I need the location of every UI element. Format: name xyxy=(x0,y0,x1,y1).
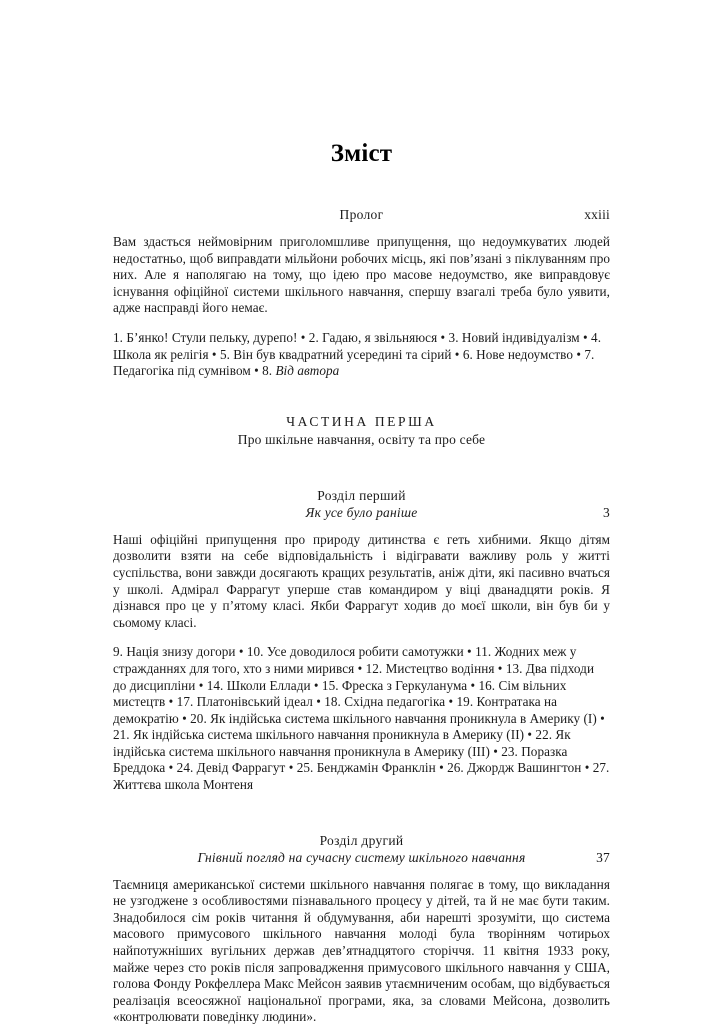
toc-entry-subitems xyxy=(113,644,610,793)
toc-entry-title: Розділ другий xyxy=(319,832,404,848)
part-title: ЧАСТИНА ПЕРША xyxy=(286,413,437,429)
toc-entry-summary: Вам здасться неймовірним приголомшливе припущення, що недоумкуватих людей недостатньо, щоб виправдати мільйони робочих місць, які пов’язані з піклуванням про них. Але я наполягаю на тому, що ідею про масове недоумство, яке виправдовує існування офіційної системи шкільного навчання, спершу взагалі треба було уявити, адже насправді його немає. xyxy=(113,234,610,316)
toc-entry-subtitle: Як усе було раніше xyxy=(305,504,418,520)
toc-entry-chapter-two-heading[interactable] xyxy=(113,832,610,866)
toc-entry-title: Пролог xyxy=(339,207,384,222)
page-title: Зміст xyxy=(330,140,393,167)
toc-subitems-italic-tail: Від автора xyxy=(275,363,340,379)
toc-entry-page-number: 3 xyxy=(603,504,610,520)
part-subtitle: Про шкільне навчання, освіту та про себе xyxy=(237,431,486,447)
part-divider xyxy=(113,413,610,449)
text-column xyxy=(113,0,610,1026)
toc-entry-chapter-one-heading[interactable] xyxy=(113,487,610,521)
toc-entry-summary: Таємниця американської системи шкільного навчання полягає в тому, що викладання не узгоджене з особливостями пізнавального процесу у дітей, та й не має бути таким. Знадобилося сім років читання й обдумування, аби нарешті зрозуміти, що система масового примусового шкільного навчання молоді була творінням чотирьох найпотужніших вугільних держав дев’ятнадцятого сторіччя. 11 квітня 1933 року, майже через сто років після запровадження примусового шкільного навчання у США, голова Фонду Рокфеллера Макс Мейсон заявив утаємниченим особам, що відбувається реалізація всеосяжної національної програми, яка, за словами Мейсона, дозволить «контролювати поведінку людини». xyxy=(113,876,610,1025)
toc-subitems-text: 9. Нація знизу догори • 10. Усе доводилося робити самотужки • 11. Жодних меж у стражданнях для того, хто з ними мирився • 12. Мистецтво водіння • 13. Два підходи до дисципліни • 14. Школи Еллади • 15. Фреска з Геркуланума • 16. Сім вільних мистецтв • 17. Платонівський ідеал • 18. Східна педагогіка • 19. Контратака на демократію • 20. Як індійська система шкільного навчання проникнула в Америку (I) • 21. Як індійська система шкільного навчання проникнула в Америку (II) • 22. Як індійська система шкільного навчання проникнула в Америку (III) • 23. Поразка Бреддока • 24. Девід Фаррагут • 25. Бенджамін Франклін • 26. Джордж Вашингтон • 27. Життєва школа Монтеня xyxy=(113,644,610,793)
toc-entry-subitems xyxy=(113,330,610,380)
toc-entry-subtitle: Гнівний погляд на сучасну систему шкільного навчання xyxy=(197,849,526,865)
toc-entry-title: Розділ перший xyxy=(317,487,406,503)
toc-entry-page-number: 37 xyxy=(596,849,610,865)
toc-entry-page-number: xxiii xyxy=(584,207,610,222)
toc-subitems-text: 1. Б’янко! Стули пельку, дурепо! • 2. Гадаю, я звільняюся • 3. Новий індивідуалізм • 4. Школа як релігія • 5. Він був квадратний усередині та сірий • 6. Нове недоумство • 7. Педагогіка під сумнівом • 8. xyxy=(113,329,602,379)
toc-entry-prologue-heading[interactable] xyxy=(113,206,610,223)
toc-entry-summary: Наші офіційні припущення про природу дитинства є геть хибними. Якщо дітям дозволити взяти на себе відповідальність і відігравати важливу роль у житті суспільства, вони завжди досягають кращих результатів, аніж діти, які пасивно вчаться у школі. Адмірал Фаррагут уперше став командиром у віці дванадцяти років. Я дізнався про це у п’ятому класі. Якби Фаррагут ходив до моєї школи, він був би у сьомому класі. xyxy=(113,531,610,630)
